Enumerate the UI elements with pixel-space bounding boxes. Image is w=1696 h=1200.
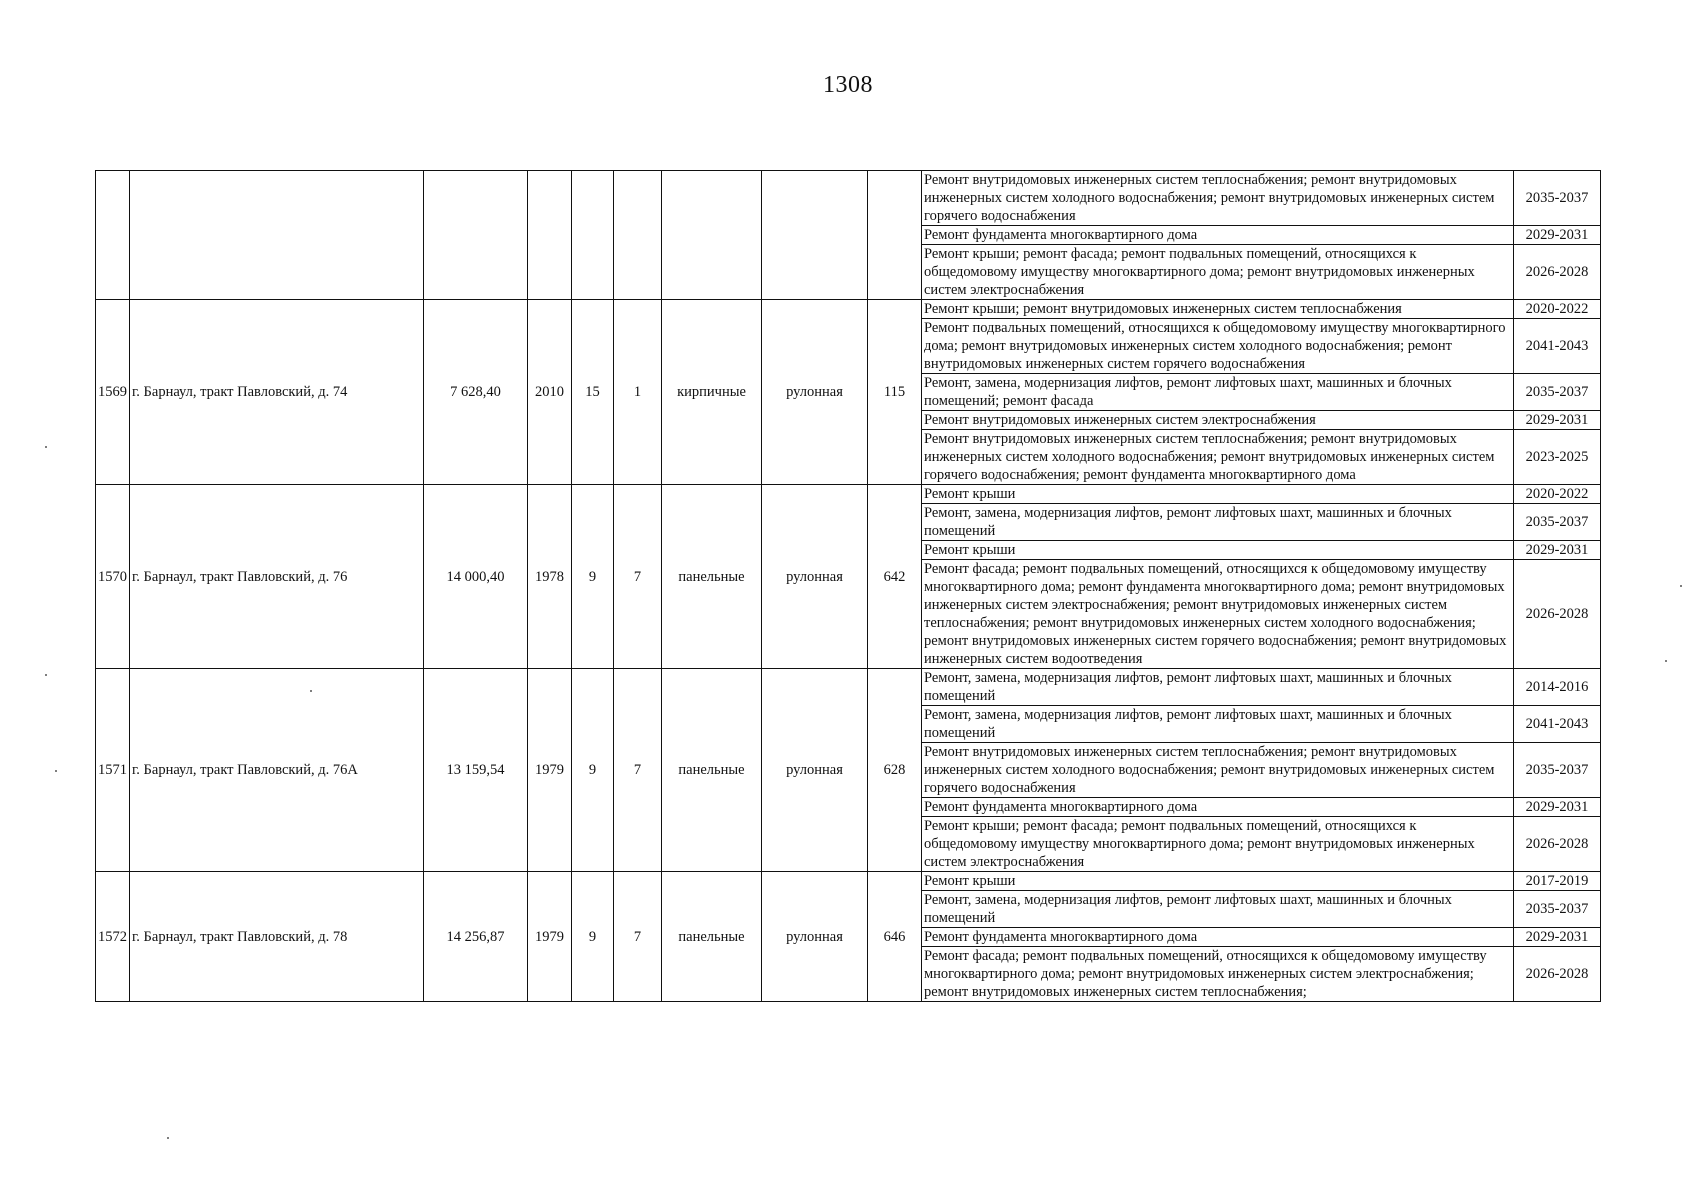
house-number: 1571 xyxy=(96,669,130,872)
page-number: 1308 xyxy=(823,72,873,98)
work-period: 2035-2037 xyxy=(1514,891,1601,928)
table-row xyxy=(96,669,1601,706)
house-residents: 115 xyxy=(868,300,922,485)
work-period: 2023-2025 xyxy=(1514,430,1601,485)
empty-cell-roof xyxy=(762,171,868,300)
work-description: Ремонт внутридомовых инженерных систем теплоснабжения; ремонт внутридомовых инженерных систем холодного водоснабжения; ремонт внутридомовых инженерных систем горячего водоснабжения xyxy=(922,171,1514,226)
work-description: Ремонт, замена, модернизация лифтов, ремонт лифтовых шахт, машинных и блочных помещений xyxy=(922,504,1514,541)
work-period: 2026-2028 xyxy=(1514,245,1601,300)
empty-cell-entrances xyxy=(614,171,662,300)
house-residents: 642 xyxy=(868,485,922,669)
work-period: 2026-2028 xyxy=(1514,947,1601,1002)
work-description: Ремонт внутридомовых инженерных систем теплоснабжения; ремонт внутридомовых инженерных систем холодного водоснабжения; ремонт внутридомовых инженерных систем горячего водоснабжения xyxy=(922,743,1514,798)
work-period: 2029-2031 xyxy=(1514,798,1601,817)
work-description: Ремонт, замена, модернизация лифтов, ремонт лифтовых шахт, машинных и блочных помещений xyxy=(922,669,1514,706)
house-entrances: 7 xyxy=(614,872,662,1002)
house-entrances: 1 xyxy=(614,300,662,485)
house-address: г. Барнаул, тракт Павловский, д. 76А xyxy=(130,669,424,872)
house-roof: рулонная xyxy=(762,872,868,1002)
house-year: 1978 xyxy=(528,485,572,669)
work-description: Ремонт, замена, модернизация лифтов, ремонт лифтовых шахт, машинных и блочных помещений xyxy=(922,891,1514,928)
scan-speck xyxy=(167,1137,169,1139)
house-floors: 9 xyxy=(572,872,614,1002)
empty-cell-num xyxy=(96,171,130,300)
housing-register-table xyxy=(95,170,1601,1002)
house-year: 1979 xyxy=(528,669,572,872)
house-residents: 628 xyxy=(868,669,922,872)
work-description: Ремонт внутридомовых инженерных систем электроснабжения xyxy=(922,411,1514,430)
work-description: Ремонт крыши; ремонт фасада; ремонт подвальных помещений, относящихся к общедомовому имуществу многоквартирного дома; ремонт внутридомовых инженерных систем электроснабжения xyxy=(922,817,1514,872)
work-description: Ремонт внутридомовых инженерных систем теплоснабжения; ремонт внутридомовых инженерных систем холодного водоснабжения; ремонт внутридомовых инженерных систем горячего водоснабжения; ремонт фундамента многоквартирного дома xyxy=(922,430,1514,485)
house-entrances: 7 xyxy=(614,485,662,669)
work-period: 2035-2037 xyxy=(1514,504,1601,541)
work-period: 2020-2022 xyxy=(1514,300,1601,319)
house-address: г. Барнаул, тракт Павловский, д. 76 xyxy=(130,485,424,669)
work-period: 2017-2019 xyxy=(1514,872,1601,891)
work-description: Ремонт фундамента многоквартирного дома xyxy=(922,928,1514,947)
work-description: Ремонт фасада; ремонт подвальных помещений, относящихся к общедомовому имуществу многоквартирного дома; ремонт внутридомовых инженерных систем электроснабжения; ремонт внутридомовых инженерных систем теплоснабжения; xyxy=(922,947,1514,1002)
house-number: 1569 xyxy=(96,300,130,485)
house-entrances: 7 xyxy=(614,669,662,872)
scan-speck xyxy=(310,690,312,692)
house-area: 14 256,87 xyxy=(424,872,528,1002)
house-walls: панельные xyxy=(662,485,762,669)
work-period: 2035-2037 xyxy=(1514,171,1601,226)
work-period: 2029-2031 xyxy=(1514,928,1601,947)
table-row xyxy=(96,300,1601,319)
house-roof: рулонная xyxy=(762,669,868,872)
house-floors: 15 xyxy=(572,300,614,485)
house-floors: 9 xyxy=(572,669,614,872)
table-row xyxy=(96,171,1601,226)
empty-cell-residents xyxy=(868,171,922,300)
house-area: 14 000,40 xyxy=(424,485,528,669)
work-description: Ремонт, замена, модернизация лифтов, ремонт лифтовых шахт, машинных и блочных помещений xyxy=(922,706,1514,743)
house-number: 1572 xyxy=(96,872,130,1002)
work-period: 2029-2031 xyxy=(1514,411,1601,430)
house-walls: панельные xyxy=(662,669,762,872)
scan-speck xyxy=(45,674,47,676)
work-period: 2041-2043 xyxy=(1514,706,1601,743)
empty-cell-floors xyxy=(572,171,614,300)
table-row xyxy=(96,485,1601,504)
work-period: 2035-2037 xyxy=(1514,743,1601,798)
house-residents: 646 xyxy=(868,872,922,1002)
work-period: 2029-2031 xyxy=(1514,226,1601,245)
house-address: г. Барнаул, тракт Павловский, д. 74 xyxy=(130,300,424,485)
work-description: Ремонт крыши; ремонт внутридомовых инженерных систем теплоснабжения xyxy=(922,300,1514,319)
house-year: 1979 xyxy=(528,872,572,1002)
work-period: 2026-2028 xyxy=(1514,560,1601,669)
work-description: Ремонт подвальных помещений, относящихся к общедомовому имуществу многоквартирного дома; ремонт внутридомовых инженерных систем холодного водоснабжения; ремонт внутридомовых инженерных систем горячего водоснабжения xyxy=(922,319,1514,374)
house-walls: кирпичные xyxy=(662,300,762,485)
house-address: г. Барнаул, тракт Павловский, д. 78 xyxy=(130,872,424,1002)
scan-speck xyxy=(1665,660,1667,662)
work-description: Ремонт, замена, модернизация лифтов, ремонт лифтовых шахт, машинных и блочных помещений; ремонт фасада xyxy=(922,374,1514,411)
work-period: 2014-2016 xyxy=(1514,669,1601,706)
work-description: Ремонт крыши; ремонт фасада; ремонт подвальных помещений, относящихся к общедомовому имуществу многоквартирного дома; ремонт внутридомовых инженерных систем электроснабжения xyxy=(922,245,1514,300)
house-number: 1570 xyxy=(96,485,130,669)
work-period: 2035-2037 xyxy=(1514,374,1601,411)
house-roof: рулонная xyxy=(762,300,868,485)
house-roof: рулонная xyxy=(762,485,868,669)
scan-speck xyxy=(55,770,57,772)
empty-cell-year xyxy=(528,171,572,300)
house-floors: 9 xyxy=(572,485,614,669)
empty-cell-area xyxy=(424,171,528,300)
table-row xyxy=(96,872,1601,891)
house-year: 2010 xyxy=(528,300,572,485)
house-walls: панельные xyxy=(662,872,762,1002)
house-area: 7 628,40 xyxy=(424,300,528,485)
work-period: 2026-2028 xyxy=(1514,817,1601,872)
scan-speck xyxy=(1680,585,1682,587)
work-period: 2041-2043 xyxy=(1514,319,1601,374)
work-description: Ремонт крыши xyxy=(922,872,1514,891)
scan-speck xyxy=(45,446,47,448)
work-period: 2029-2031 xyxy=(1514,541,1601,560)
house-area: 13 159,54 xyxy=(424,669,528,872)
empty-cell-walls xyxy=(662,171,762,300)
work-description: Ремонт крыши xyxy=(922,541,1514,560)
work-description: Ремонт фундамента многоквартирного дома xyxy=(922,226,1514,245)
work-description: Ремонт крыши xyxy=(922,485,1514,504)
work-description: Ремонт фундамента многоквартирного дома xyxy=(922,798,1514,817)
work-description: Ремонт фасада; ремонт подвальных помещений, относящихся к общедомовому имуществу многоквартирного дома; ремонт фундамента многоквартирного дома; ремонт внутридомовых инженерных систем электроснабжения; ремонт внутридомовых инженерных систем теплоснабжения; ремонт внутридомовых инженерных систем холодного водоснабжения; ремонт внутридомовых инженерных систем горячего водоснабжения; ремонт внутридомовых инженерных систем водоотведения xyxy=(922,560,1514,669)
work-period: 2020-2022 xyxy=(1514,485,1601,504)
empty-cell-address xyxy=(130,171,424,300)
